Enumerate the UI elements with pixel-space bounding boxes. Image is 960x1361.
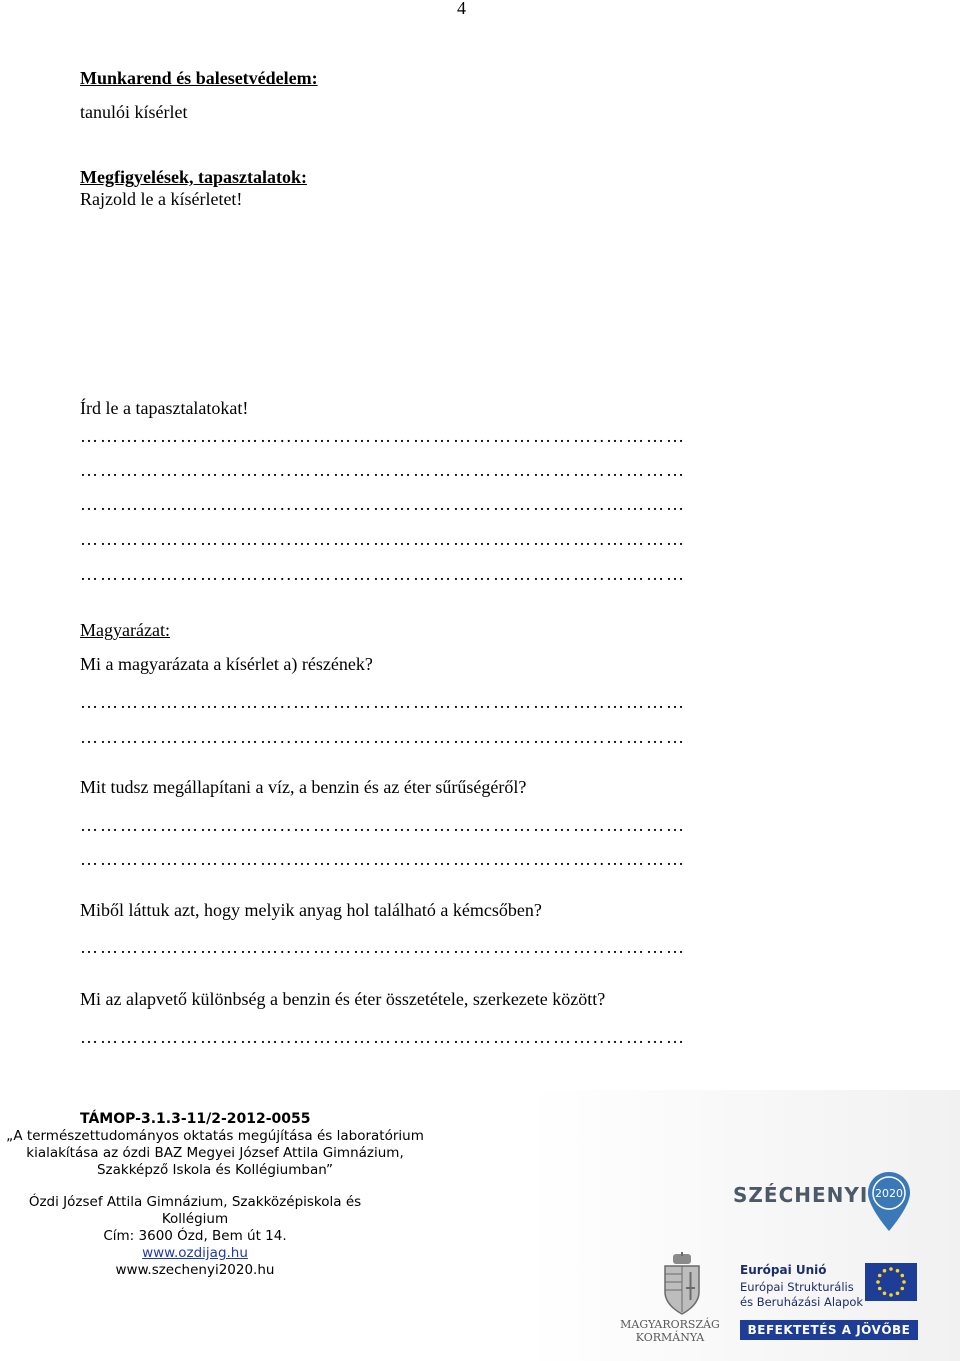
eu-slogan-banner: BEFEKTETÉS A JÖVŐBE (740, 1320, 918, 1340)
location-pin-icon (866, 1171, 912, 1233)
answer-line: …………………………..………………………………………..………… (80, 460, 686, 480)
answer-line: …………………………..………………………………………..………… (80, 426, 686, 446)
observations-text: Rajzold le a kísérletet! (80, 189, 243, 209)
work-safety-text: tanulói kísérlet (80, 102, 188, 122)
szechenyi-logo-text: SZÉCHENYI (733, 1183, 869, 1207)
question-4: Mi az alapvető különbség a benzin és éter összetétele, szerkezete között? (80, 989, 606, 1009)
szechenyi-year: 2020 (875, 1187, 903, 1200)
project-line: kialakítása az ózdi BAZ Megyei József Attila Gimnázium, (26, 1145, 404, 1161)
eu-title: Európai Unió (740, 1263, 827, 1277)
answer-line: …………………………..………………………………………..………… (80, 494, 686, 514)
answer-line: …………………………..………………………………………..………… (80, 937, 686, 957)
observations-heading: Megfigyelések, tapasztalatok: (80, 167, 307, 187)
project-title (0, 1128, 430, 1179)
website-link[interactable]: www.ozdijag.hu (142, 1245, 248, 1261)
government-line: MAGYARORSZÁG (620, 1318, 720, 1331)
answer-line: …………………………..………………………………………..………… (80, 1027, 686, 1047)
answer-line: …………………………..………………………………………..………… (80, 692, 686, 712)
question-3: Miből láttuk azt, hogy melyik anyag hol található a kémcsőben? (80, 900, 542, 920)
answer-line: …………………………..………………………………………..………… (80, 815, 686, 835)
hungarian-coat-of-arms-icon (655, 1252, 709, 1318)
answer-line: …………………………..………………………………………..………… (80, 564, 686, 584)
government-line: KORMÁNYA (635, 1331, 705, 1344)
answer-line: …………………………..………………………………………..………… (80, 727, 686, 747)
eu-sub-line: és Beruházási Alapok (740, 1295, 864, 1309)
school-address (0, 1194, 390, 1279)
school-name: Kollégium (161, 1211, 229, 1227)
project-code: TÁMOP-3.1.3-11/2-2012-0055 (80, 1111, 311, 1127)
eu-subtitle (740, 1280, 863, 1310)
explanation-heading: Magyarázat: (80, 620, 170, 640)
school-name: Ózdi József Attila Gimnázium, Szakközépiskola és (28, 1194, 362, 1210)
eu-funding-logo (740, 1260, 920, 1322)
eu-sub-line: Európai Strukturális (740, 1280, 854, 1294)
question-1: Mi a magyarázata a kísérlet a) részének? (80, 654, 373, 674)
page-footer (0, 1090, 960, 1361)
answer-line: …………………………..………………………………………..………… (80, 529, 686, 549)
project-line: „A természettudományos oktatás megújítása és laboratórium (6, 1128, 424, 1144)
website-text: www.szechenyi2020.hu (115, 1262, 275, 1278)
question-2: Mit tudsz megállapítani a víz, a benzin és az éter sűrűségéről? (80, 777, 527, 797)
answer-line: …………………………..………………………………………..………… (80, 849, 686, 869)
eu-flag-icon (865, 1263, 917, 1301)
work-safety-heading: Munkarend és balesetvédelem: (80, 68, 318, 88)
page-number: 4 (457, 0, 466, 18)
address: Cím: 3600 Ózd, Bem út 14. (103, 1228, 287, 1244)
government-label (600, 1318, 740, 1344)
project-line: Szakképző Iskola és Kollégiumban” (96, 1162, 334, 1178)
write-prompt: Írd le a tapasztalatokat! (80, 398, 249, 418)
